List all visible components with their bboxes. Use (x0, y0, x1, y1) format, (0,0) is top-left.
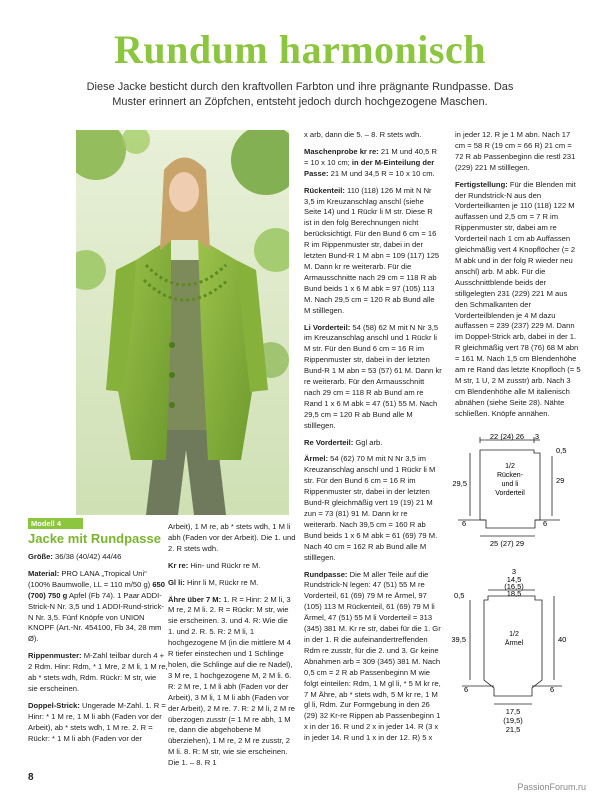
column-2 (168, 522, 296, 775)
sleeve-bottom-2: (19,5) (503, 716, 523, 725)
material-text: PRO LANA „Tropical Uni“ (100% Baumwolle, LL = 110 m/50 g) (28, 568, 153, 589)
column-1 (28, 552, 168, 751)
maschenprobe-text-2: 21 M und 34,5 R = 10 x 10 cm. (328, 168, 435, 178)
rundpasse-text: Die M aller Teile auf die Rundstrick-N legen: 47 (51) 55 M re Vorderteil, 61 (69) 79 M re Ärmel, 97 (105) 113 M Rückenteil, 61 (69) 79 M li Ärmel, 47 (51) 55 M li Vorderteil = 313 (345) 381 M. Kr re str, dabei für die 1. Gr in der 1. R die aufeinandertreffenden Rdm re zusstr, für die 2. und 3. Gr keine Abnahmen arb = 309 (345) 381 M. Nach 0,5 cm = 2 R ab Passenbeginn M wie folgt einteilen: Rdm, 1 M gl li, * 5 M kr re, 7 M Ähre, ab * stets wdh, 5 M kr re, 1 M gl li, Rdm. Zur Formgebung in den 26 (29) 32 Kr-re Rippen ab Passenbeginn 1 x in der 16. R und 2 x in jeder 14. R (3 x in jeder 14. R und 1 x in der 12. R) 5 x (304, 569, 441, 743)
back-bottom-width: 25 (27) 29 (489, 539, 525, 548)
model-title: Jacke mit Rundpasse (28, 531, 161, 546)
back-cuff-right: 6 (543, 519, 548, 528)
model-photo (76, 130, 289, 515)
maschenprobe-heading: Maschenprobe kr re: (304, 146, 379, 156)
fertig-text: Für die Blenden mit der Rundstrick-N aus den Vorderteilkanten je 110 (118) 122 M auffassen und 2,5 cm = 7 R im Rippenmuster str, dabei am re Vorderteil nach 1 cm ab Auffassen gleichmäßig vert 4 Knopflöcher (= 2 M abk und in der folg R wieder neu anschl) arb. M abk. Für die Ausschnittblende beids der stillgelegten 231 (229) 221 M aus den Schmalkanten der Vorderteilblenden je 4 M dazu auffassen = 239 (237) 229 M. Dann im Doppel-Strick arb, dabei in der 1. R gleichmäßig vert 78 (76) 68 M abn = 161 M. Nach 1,5 cm Blendenhöhe am re Rand das letzte Knopfloch (= 5 M str, 1 U, 2 M zusstr) arb. Nach 3 cm Blendenhöhe alle M italienisch abnähen (siehe Seite 28). Nähte schließen. Knöpfe annähen. (455, 179, 581, 418)
sleeve-left-top: 0,5 (454, 591, 465, 600)
model-tag: Modell 4 (28, 518, 83, 529)
back-right-height: 29 (556, 476, 565, 485)
kr-heading: Kr re: (168, 560, 189, 570)
sleeve-top-4: 18,5 (506, 589, 522, 598)
sleeve-right-height: 40 (558, 635, 567, 644)
back-label-1: 1/2 (505, 463, 515, 470)
back-cuff-left: 6 (462, 519, 467, 528)
back-diagram (440, 428, 590, 550)
page-number: 8 (28, 772, 34, 783)
watermark: PassionForum.ru (517, 782, 586, 792)
back-top-right: 3 (534, 432, 540, 441)
intro-text: Diese Jacke besticht durch den kraftvollen Farbton und ihre prägnante Rundpasse. Das Muster erinnert an Zöpfchen, entsteht jedoch durch hochgezogene Maschen. (86, 81, 514, 108)
sleeve-top-1: 3 (511, 567, 517, 576)
revorder-text: Ggl arb. (353, 437, 383, 447)
aermel-heading: Ärmel: (304, 454, 329, 464)
back-label-3: und li (501, 481, 519, 488)
back-label-2: Rücken- (496, 472, 524, 479)
sleeve-bottom-1: 17,5 (505, 707, 521, 716)
sleeve-top-3: (16,5) (504, 582, 524, 591)
sleeve-label-2: Ärmel (504, 640, 524, 647)
sleeve-cuff-right: 6 (550, 685, 555, 694)
back-top-width: 22 (24) 26 (489, 432, 525, 441)
rueckenteil-heading: Rückenteil: (304, 185, 345, 195)
material-text-2: Apfel (Fb 74). 1 Paar ADDI-Strick-N Nr. 3,5 und 1 ADDI-Rund-strick-N Nr. 3,5. Fünf Knöpfe von UNION KNOPF (Art.-Nr. 454100, Fb 34, 28 mm Ø). (28, 590, 164, 644)
groesse-heading: Größe: (28, 552, 53, 561)
doppel-text: Ungerade M-Zahl. 1. R = Hinr: * 1 M re, 1 M li abh (Faden vor der Arbeit), ab * stets wdh, 1 M re. 2. R = Rückr: * 1 M li abh (Faden vor der (28, 700, 166, 743)
fertig-heading: Fertigstellung: (455, 179, 508, 189)
page-title: Rundum harmonisch (114, 27, 486, 72)
rippen-heading: Rippenmuster: (28, 651, 82, 661)
rippen-text: M-Zahl teilbar durch 4 + 2 Rdm. Hinr: Rdm, * 1 Mre, 2 M li, 1 M re, ab * stets wdh, Rdm. Rückr: M str, wie sie erscheinen. (28, 651, 168, 693)
gl-heading: Gl li: (168, 577, 185, 587)
material-amount: 650 (700) 750 g (28, 579, 165, 600)
rundpasse-heading: Rundpasse: (304, 569, 348, 579)
maschenprobe-bold: in der M-Einteilung der Passe: (304, 157, 435, 178)
groesse-text: 36/38 (40/42) 44/46 (52, 552, 122, 561)
livorder-heading: Li Vorderteil: (304, 322, 351, 332)
gl-text: Hinr li M, Rückr re M. (184, 577, 259, 587)
sleeve-left-height: 39,5 (451, 635, 466, 644)
ahre-heading: Ähre über 7 M: (168, 594, 222, 604)
sleeve-diagram (440, 566, 590, 746)
material-heading: Material: (28, 568, 60, 578)
kr-text: Hin- und Rückr re M. (188, 560, 261, 570)
back-label-4: Vorderteil (495, 490, 525, 497)
livorder-text: 54 (58) 62 M mit N Nr 3,5 im Kreuzanschlag anschl und 1 Rückr li M str. Für den Bund 6 cm = 16 R im Rippenmuster str, dabei in der letzten Bund-R 1 M abn = 53 (57) 61 M. Dann kr re weiterarb. Für den Armausschnitt nach 29 cm = 118 R ab Bund am re Rand 1 x 6 M abk = 47 (51) 55 M. Nach 29,5 cm = 120 R ab Bund alle M stilllegen. (304, 322, 442, 430)
sleeve-top-2: 14,5 (506, 575, 522, 584)
maschenprobe-text: 21 M und 40,5 R = 10 x 10 cm; (304, 146, 437, 167)
col4-intro: in jeder 12. R je 1 M abn. Nach 17 cm = 58 R (19 cm = 66 R) 21 cm = 72 R ab Passenbeginn die restl 231 (229) 221 M stilllegen. (455, 130, 576, 172)
col3-intro: x arb, dann die 5. – 8. R stets wdh. (304, 130, 422, 139)
sleeve-bottom-3: 21,5 (505, 725, 521, 734)
column-3 (304, 130, 442, 750)
col2-paragraph: Arbeit), 1 M re, ab * stets wdh, 1 M li abh (Faden vor der Arbeit). Die 1. und 2. R stets wdh. (168, 522, 296, 553)
back-right-top: 0,5 (556, 446, 567, 455)
revorder-heading: Re Vorderteil: (304, 437, 354, 447)
back-left-height: 29,5 (452, 479, 467, 488)
sleeve-label-1: 1/2 (509, 631, 519, 638)
sleeve-cuff-left: 6 (464, 685, 469, 694)
ahre-text: 1. R = Hinr: 2 M li, 3 M re, 2 M li. 2. R = Rückr: M str, wie sie erscheinen. 3. und 4. R: Wie die 1. und 2. R. 5. R: 2 M li, 1 hochgezogene M (in die mittlere M 4 R tiefer einstechen und 1 Schlinge holen, die Schlinge auf die re Nadel), 3 M re, 1 hochgezogene M, 2 M li. 6. R: 2 M re, 1 M li abh (Faden vor der Arbeit), 3 M li, 1 M li abh (Faden vor der Arbeit), 2 M re. 7. R: 2 M li, 2 M re überzogen zusstr (= 1 M re abh, 1 M re, dann die abgehobene M überziehen), 1 M re, 2 M re zusstr, 2 M li. 8. R: M str, wie sie erscheinen. Die 1. – 8. R 1 (168, 594, 296, 768)
doppel-heading: Doppel-Strick: (28, 700, 80, 710)
column-4 (455, 130, 581, 426)
aermel-text: 54 (62) 70 M mit N Nr 3,5 im Kreuzanschlag anschl und 1 Rückr li M str. Für den Bund 6 cm = 16 R im Rippenmuster str, dabei in der letzten Bund-R gleichmäßig vert 19 (19) 21 M zun = 73 (81) 91 M. Dann kr re weiterarb. Nach 39,5 cm = 160 R ab Bund beids 1 x 6 M abk = 61 (69) 79 M. Nach 40 cm = 162 R ab Bund alle M stilllegen. (304, 454, 438, 562)
rueckenteil-text: 110 (118) 126 M mit N Nr 3,5 im Kreuzanschlag anschl (siehe Seite 14) und 1 Rückr li M str. Diese R ist in den folg Berechnungen nicht berücksichtigt. Für den Bund 6 cm = 16 R im Rippenmuster str, dabei in der letzten Bund-R 1 M abn = 109 (117) 125 M. Dann kr re weiterarb. Für die Armausschnitte nach 29 cm = 118 R ab Bund beids 1 x 6 M abk = 97 (105) 113 M. Nach 29,5 cm = 120 R ab Bund alle M stilllegen. (304, 185, 440, 315)
